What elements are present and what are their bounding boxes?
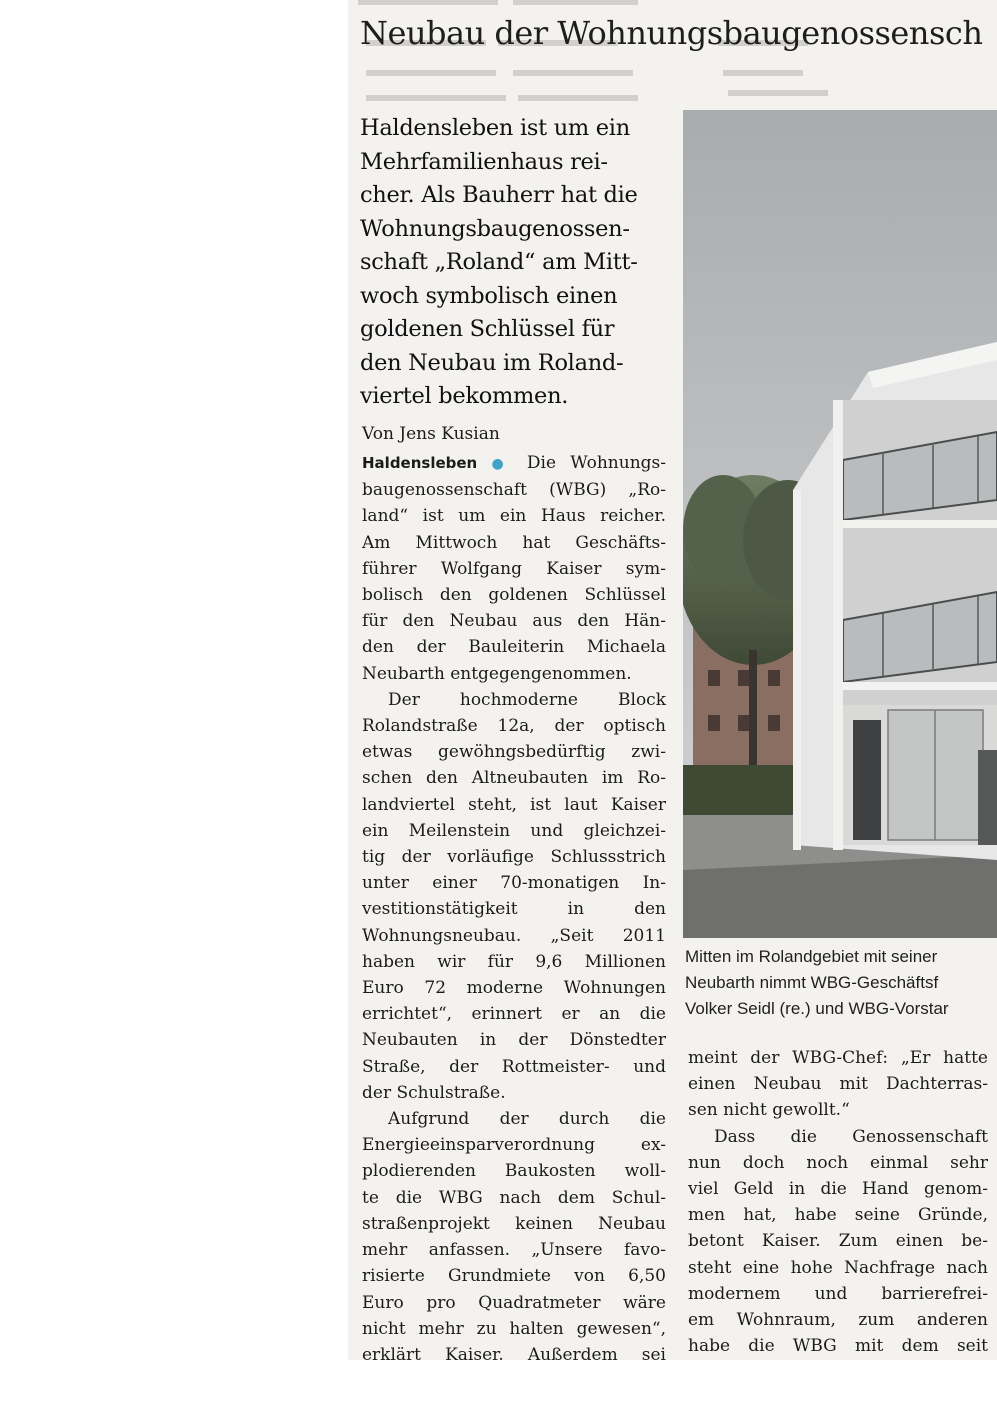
text-line: nun doch noch einmal sehr [688, 1152, 988, 1173]
lead-line: Wohnungsbaugenossen- [360, 215, 630, 242]
text-line: Straße, der Rottmeister- und [362, 1056, 666, 1077]
text-line: tig der vorläufige Schlussstrich [362, 847, 666, 868]
lead-line: cher. Als Bauherr hat die [360, 182, 638, 208]
text-line: plodierenden Baukosten woll- [362, 1161, 666, 1182]
newspaper-clipping [348, 0, 997, 1360]
photo-caption [685, 944, 997, 1022]
text-line: land“ ist um ein Haus reicher. [362, 506, 666, 527]
text-line: haben wir für 9,6 Millionen [362, 951, 666, 972]
lead-line: Mehrfamilienhaus rei- [360, 148, 608, 175]
text-line: Neubauten in der Dönstedter [362, 1030, 666, 1051]
text-line: men hat, habe seine Gründe, [688, 1205, 988, 1226]
building-photo-illustration [683, 110, 997, 938]
text-line: habe die WBG mit dem seit [688, 1336, 988, 1357]
text-line: Der hochmoderne Block [388, 689, 666, 710]
dateline-dot-icon: ● [491, 456, 513, 472]
lead-line: den Neubau im Roland- [360, 349, 624, 376]
article-lead [360, 112, 660, 414]
text-line: schen den Altneubauten im Ro- [362, 768, 666, 789]
text-line: der Schulstraße. [362, 1082, 506, 1103]
text-line: ein Meilenstein und gleichzei- [362, 820, 666, 841]
text-line: unter einer 70-monatigen In- [362, 873, 666, 894]
text-line: nicht mehr zu halten gewesen“, [362, 1318, 666, 1339]
text-line: führer Wolfgang Kaiser sym- [362, 558, 666, 579]
text-line: te die WBG nach dem Schul- [362, 1187, 666, 1208]
text-line: viel Geld in die Hand genom- [688, 1179, 988, 1200]
text-line: baugenossenschaft (WBG) „Ro- [362, 480, 666, 501]
lead-line: viertel bekommen. [360, 383, 569, 409]
text-line: landviertel steht, ist laut Kaiser [362, 794, 666, 815]
text-line: steht eine hohe Nachfrage nach [688, 1257, 988, 1278]
text-line: etwas gewöhngsbedürftig zwi- [362, 742, 666, 763]
text-line: sen nicht gewollt.“ [688, 1100, 850, 1121]
text-line: vestitionstätigkeit in den [362, 899, 666, 920]
left-text-column [362, 450, 666, 1360]
text-line: em Wohnraum, zum anderen [688, 1310, 988, 1331]
text-line: einen Neubau mit Dachterras- [688, 1074, 988, 1095]
text-line: Wohnungsneubau. „Seit 2011 [362, 925, 666, 946]
lead-line: goldenen Schlüssel für [360, 316, 615, 342]
lead-line: woch symbolisch einen [360, 282, 618, 309]
caption-line: Neubarth nimmt WBG-Geschäftsf [685, 973, 939, 992]
text-line [362, 450, 666, 477]
text-line: straßenprojekt keinen Neubau [362, 1213, 666, 1234]
text-line: Neubarth entgegengenommen. [362, 663, 632, 684]
text-line: risierte Grundmiete von 6,50 [362, 1266, 666, 1287]
text-line: meint der WBG-Chef: „Er hatte [688, 1048, 988, 1068]
text-line: Energieeinsparverordnung ex- [362, 1135, 666, 1156]
text-line: Aufgrund der durch die [388, 1109, 666, 1130]
text-line: erklärt Kaiser. Außerdem sei [362, 1344, 666, 1360]
right-text-column [688, 1045, 988, 1359]
text-line: bolisch den goldenen Schlüssel [362, 585, 666, 606]
text-line: Am Mittwoch hat Geschäfts- [362, 532, 666, 553]
dateline: Haldensleben [362, 454, 478, 472]
text-line: modernem und barrierefrei- [688, 1283, 988, 1304]
text-line: den der Bauleiterin Michaela [362, 637, 666, 658]
text-fragment: Die Wohnungs- [526, 453, 667, 473]
text-line: Rolandstraße 12a, der optisch [362, 716, 666, 737]
lead-line: Haldensleben ist um ein [360, 115, 630, 141]
text-line: für den Neubau aus den Hän- [362, 611, 666, 632]
text-line: Dass die Genossenschaft [714, 1126, 988, 1147]
lead-line: schaft „Roland“ am Mitt- [360, 249, 638, 275]
article-headline: Neubau der Wohnungsbaugenossensch [360, 14, 983, 52]
author-byline: Von Jens Kusian [362, 424, 500, 444]
text-line: mehr anfassen. „Unsere favo- [362, 1240, 666, 1261]
article-photo [683, 110, 997, 938]
text-line: betont Kaiser. Zum einen be- [688, 1231, 988, 1252]
caption-line: Mitten im Rolandgebiet mit seiner [685, 947, 938, 966]
text-line: Euro 72 moderne Wohnungen [362, 978, 666, 999]
text-line: errichtet“, erinnert er an die [362, 1004, 666, 1025]
caption-line: Volker Seidl (re.) und WBG-Vorstar [685, 999, 949, 1018]
text-line: Euro pro Quadratmeter wäre [362, 1292, 666, 1313]
